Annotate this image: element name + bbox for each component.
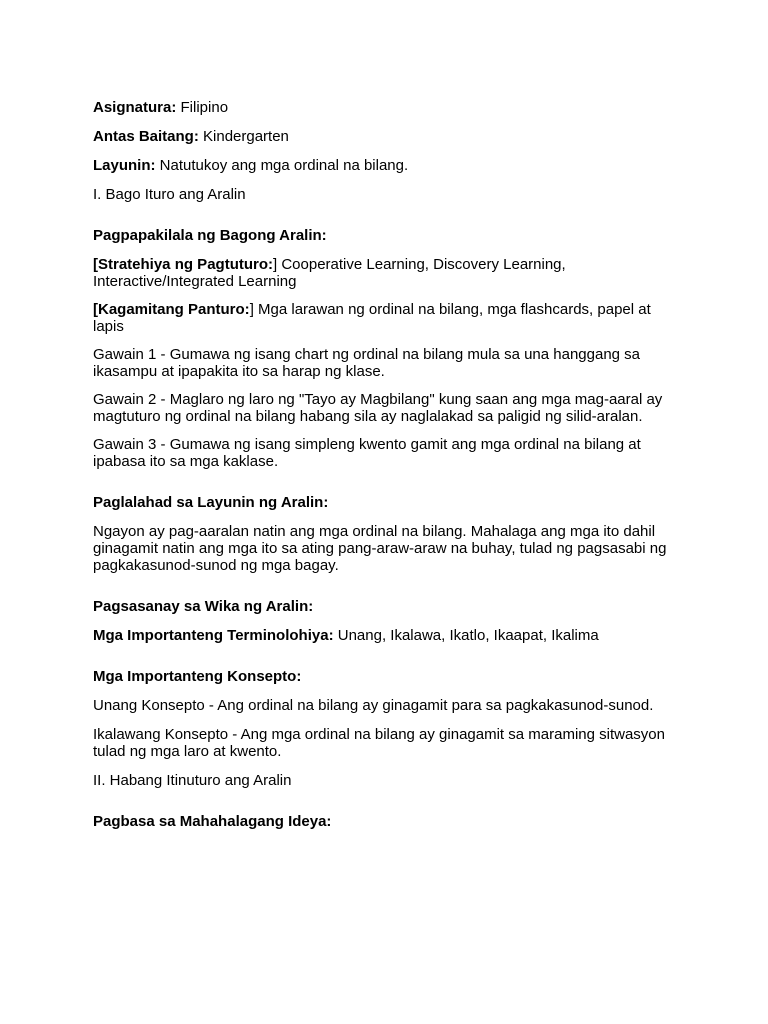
pagsasanay-heading <box>93 598 683 615</box>
section-heading-habang: II. Habang Itinuturo ang Aralin <box>93 772 292 789</box>
stratehiya-label: [Stratehiya ng Pagtuturo: <box>93 256 274 273</box>
asignatura-value: Filipino <box>176 99 229 116</box>
pagbasa-heading <box>93 813 683 830</box>
gawain-3: Gawain 3 - Gumawa ng isang simpleng kwento gamit ang mga ordinal na bilang at ipabasa ito sa mga kaklase. <box>93 436 641 470</box>
pagpapakilala-heading <box>93 227 683 244</box>
layunin-value: Natutukoy ang mga ordinal na bilang. <box>155 157 409 174</box>
pagbasa-heading-text: Pagbasa sa Mahahalagang Ideya: <box>93 813 332 830</box>
section-heading-bago: I. Bago Ituro ang Aralin <box>93 186 246 203</box>
kagamitan-value: ] Mga larawan ng ordinal na bilang, mga flashcards, papel at lapis <box>93 301 651 335</box>
layunin-label: Layunin: <box>93 157 156 174</box>
konsepto-heading-text: Mga Importanteng Konsepto: <box>93 668 302 685</box>
antas-label: Antas Baitang: <box>93 128 199 145</box>
document-page <box>93 99 683 830</box>
antas-line <box>93 128 683 145</box>
kagamitan-line <box>93 301 683 335</box>
paglalahad-heading <box>93 494 683 511</box>
terminolohiya-label: Mga Importanteng Terminolohiya: <box>93 627 334 644</box>
terminolohiya-value: Unang, Ikalawa, Ikatlo, Ikaapat, Ikalima <box>333 627 599 644</box>
konsepto-2: Ikalawang Konsepto - Ang mga ordinal na bilang ay ginagamit sa maraming sitwasyon tulad ng mga laro at kwento. <box>93 726 665 760</box>
stratehiya-value: ] Cooperative Learning, Discovery Learning, Interactive/Integrated Learning <box>93 256 566 290</box>
asignatura-line <box>93 99 683 116</box>
gawain-1: Gawain 1 - Gumawa ng isang chart ng ordinal na bilang mula sa una hanggang sa ikasampu at ipapakita ito sa harap ng klase. <box>93 346 641 380</box>
konsepto-heading <box>93 668 683 685</box>
terminolohiya-line <box>93 627 683 644</box>
paglalahad-heading-text: Paglalahad sa Layunin ng Aralin: <box>93 494 329 511</box>
asignatura-label: Asignatura: <box>93 99 177 116</box>
kagamitan-label: [Kagamitang Panturo: <box>93 301 250 318</box>
stratehiya-line <box>93 256 683 290</box>
konsepto-1: Unang Konsepto - Ang ordinal na bilang ay ginagamit para sa pagkakasunod-sunod. <box>93 697 654 714</box>
layunin-line <box>93 157 683 174</box>
antas-value: Kindergarten <box>198 128 289 145</box>
pagpapakilala-heading-text: Pagpapakilala ng Bagong Aralin: <box>93 227 327 244</box>
paglalahad-body: Ngayon ay pag-aaralan natin ang mga ordinal na bilang. Mahalaga ang mga ito dahil ginagamit natin ang mga ito sa ating pang-araw-araw na buhay, tulad ng pagsasabi ng pagkakasunod-sunod ng mga bagay. <box>93 523 667 574</box>
gawain-2: Gawain 2 - Maglaro ng laro ng "Tayo ay Magbilang" kung saan ang mga mag-aaral ay magtuturo ng ordinal na bilang habang sila ay naglalakad sa paligid ng silid-aralan. <box>93 391 663 425</box>
pagsasanay-heading-text: Pagsasanay sa Wika ng Aralin: <box>93 598 314 615</box>
